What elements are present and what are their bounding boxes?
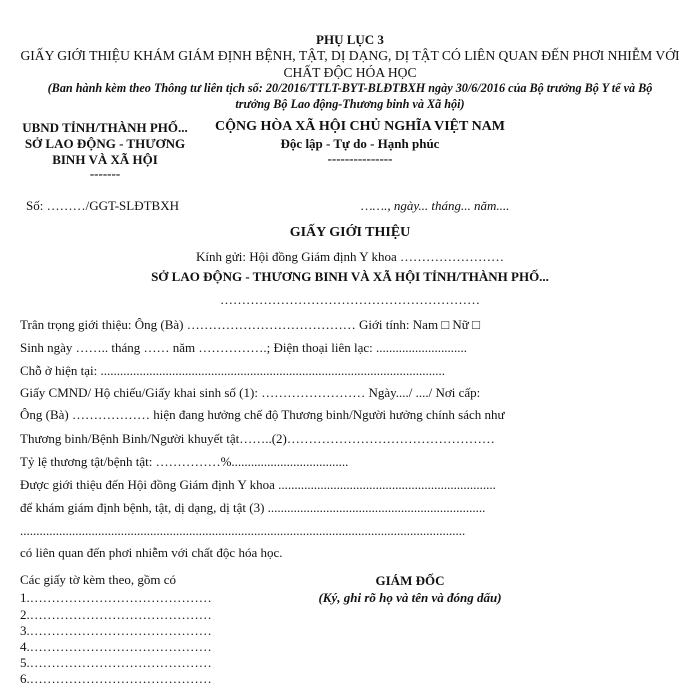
form-line-policy: Ông (Bà) ……………… hiện đang hưởng chế độ Thương binh/Người hưởng chính sách như bbox=[20, 407, 505, 422]
attachment-item: 4.…………………………………… bbox=[20, 639, 212, 654]
agency-department-line2: BINH VÀ XÃ HỘI bbox=[52, 152, 158, 167]
nation-rule: --------------- bbox=[327, 151, 393, 166]
form-line-category: Thương binh/Bệnh Binh/Người khuyết tật……..(2)………………………………………… bbox=[20, 431, 495, 446]
recipient-line: Kính gửi: Hội đồng Giám định Y khoa …………………… bbox=[196, 249, 504, 264]
attachment-item: 3.…………………………………… bbox=[20, 623, 212, 638]
agency-rule: ------- bbox=[89, 166, 121, 181]
nation-name: CỘNG HÒA XÃ HỘI CHỦ NGHĨA VIỆT NAM bbox=[214, 119, 505, 134]
form-line-residence: Chỗ ở hiện tại: .......................................................................................................... bbox=[20, 363, 446, 378]
agency-department-line1: SỞ LAO ĐỘNG - THƯƠNG bbox=[24, 136, 186, 151]
form-line-birth: Sinh ngày …….. tháng …… năm …………….; Điện thoại liên lạc: ............................ bbox=[20, 340, 468, 355]
attachments-heading: Các giấy tờ kèm theo, gồm có bbox=[20, 572, 176, 587]
sender-dots: …………………………………………………… bbox=[220, 292, 480, 307]
appendix-title: PHỤ LỤC 3 bbox=[316, 32, 384, 47]
issue-date: ……., ngày... tháng... năm.... bbox=[361, 198, 510, 213]
signature-note: (Ký, ghi rõ họ và tên và đóng dấu) bbox=[318, 590, 502, 605]
form-line-blank: ......................................................................................................................................... bbox=[20, 523, 466, 538]
form-line-referral: Được giới thiệu đến Hội đồng Giám định Y khoa ................................................................... bbox=[20, 477, 496, 492]
attachment-item: 1.…………………………………… bbox=[20, 590, 212, 605]
form-line-exam: để khám giám định bệnh, tật, dị dạng, dị tật (3) ................................................................... bbox=[20, 500, 486, 515]
form-line-injury-rate: Tỷ lệ thương tật/bệnh tật: ……………%.................................... bbox=[20, 454, 349, 469]
attachment-item: 5.…………………………………… bbox=[20, 655, 212, 670]
form-line-id: Giấy CMND/ Hộ chiếu/Giấy khai sinh số (1): …………………… Ngày..../ ..../ Nơi cấp: bbox=[20, 385, 481, 400]
signature-title: GIÁM ĐỐC bbox=[375, 573, 445, 588]
form-line-exposure: có liên quan đến phơi nhiễm với chất độc hóa học. bbox=[20, 545, 283, 560]
nation-motto: Độc lập - Tự do - Hạnh phúc bbox=[280, 136, 440, 151]
letter-title: GIẤY GIỚI THIỆU bbox=[289, 225, 411, 240]
form-line-introduce: Trân trọng giới thiệu: Ông (Bà) ………………………………… Giới tính: Nam □ Nữ □ bbox=[20, 317, 480, 332]
attachment-item: 2.…………………………………… bbox=[20, 607, 212, 622]
document-title-line1: GIẤY GIỚI THIỆU KHÁM GIÁM ĐỊNH BỆNH, TẬT, DỊ DẠNG, DỊ TẬT CÓ LIÊN QUAN ĐẾN PHƠI NHIỄM VỚI bbox=[20, 48, 680, 63]
issued-by-line2: trưởng Bộ Lao động-Thương binh và Xã hội) bbox=[235, 97, 465, 111]
attachment-item: 6.…………………………………… bbox=[20, 671, 212, 686]
sender-line: SỞ LAO ĐỘNG - THƯƠNG BINH VÀ XÃ HỘI TỈNH/THÀNH PHỐ... bbox=[151, 269, 549, 284]
agency-province: UBND TỈNH/THÀNH PHỐ... bbox=[22, 120, 188, 135]
document-title-line2: CHẤT ĐỘC HÓA HỌC bbox=[283, 65, 417, 80]
issued-by-line1: (Ban hành kèm theo Thông tư liên tịch số: 20/2016/TTLT-BYT-BLĐTBXH ngày 30/6/2016 của Bộ trưởng Bộ Y tế và Bộ bbox=[47, 81, 653, 95]
reference-number: Số: ………/GGT-SLĐTBXH bbox=[26, 198, 180, 213]
